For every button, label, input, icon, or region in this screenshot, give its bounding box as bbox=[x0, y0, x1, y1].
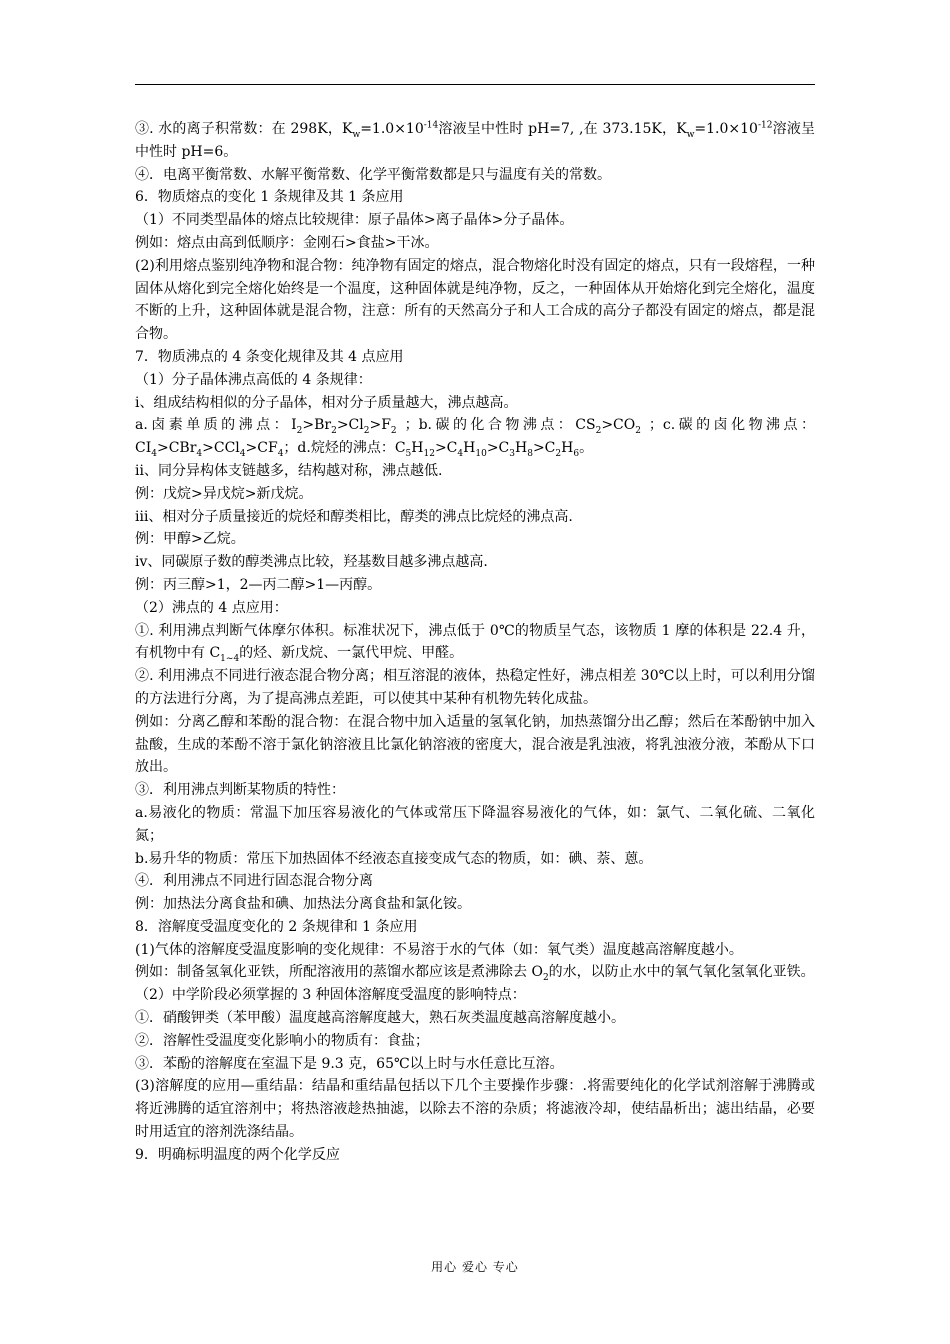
paragraph: 例：甲醇>乙烷。 bbox=[135, 531, 245, 548]
paragraph: 9．明确标明温度的两个化学反应 bbox=[135, 1146, 340, 1163]
paragraph: 8．溶解度受温度变化的 2 条规律和 1 条应用 bbox=[135, 918, 418, 935]
paragraph: (1)气体的溶解度受温度影响的变化规律：不易溶于水的气体（如：氧气类）温度越高溶解度越小。 bbox=[135, 941, 743, 958]
paragraph: ②．溶解性受温度变化影响小的物质有：食盐； bbox=[135, 1032, 429, 1049]
paragraph: (3)溶解度的应用—重结晶：结晶和重结晶包括以下几个主要操作步骤：.将需要纯化的化学试剂溶解于沸腾或将近沸腾的适宜溶剂中；将热溶液趁热抽滤，以除去不溶的杂质；将滤液冷却，使结晶析出；滤出结晶，必要时用适宜的溶剂洗涤结晶。 bbox=[135, 1078, 815, 1141]
paragraph: 例：戊烷>异戊烷>新戊烷。 bbox=[135, 485, 313, 502]
header-rule bbox=[135, 84, 815, 85]
paragraph: （2）沸点的 4 点应用： bbox=[135, 599, 288, 616]
paragraph: 7．物质沸点的 4 条变化规律及其 4 点应用 bbox=[135, 348, 404, 365]
paragraph: 例如：分离乙醇和苯酚的混合物：在混合物中加入适量的氢氧化钠，加热蒸馏分出乙醇；然后在苯酚钠中加入盐酸，生成的苯酚不溶于氯化钠溶液且比氯化钠溶液的密度大，混合液是乳浊液，将乳浊液分液，苯酚从下口放出。 bbox=[135, 713, 815, 776]
paragraph: 例如：制备氢氧化亚铁，所配溶液用的蒸馏水都应该是煮沸除去 $O_2$的水，以防止水中的氧气氧化氢氧化亚铁。 bbox=[135, 964, 815, 984]
paragraph: ③. 水的离子积常数：在 298K，$K_w=1.0\times 10^{-14}$溶液呈中性时 pH=7, ,在 373.15K，$K_w=1.0\times 10^{-12}$溶液呈中性时 pH=6。 bbox=[135, 120, 816, 160]
paragraph: ⅳ、同碳原子数的醇类沸点比较，羟基数目越多沸点越高. bbox=[135, 554, 488, 571]
paragraph: 例：丙三醇>1，2—丙二醇>1—丙醇。 bbox=[135, 576, 382, 593]
paragraph: ①. 利用沸点判断气体摩尔体积。标准状况下，沸点低于 0℃的物质呈气态，该物质 1 摩的体积是 22.4 升，有机物中有 $C_{1\sim 4}$的烃、新戊烷、一氯代甲烷、甲醛。 bbox=[135, 622, 815, 665]
paragraph: （2）中学阶段必须掌握的 3 种固体溶解度受温度的影响特点： bbox=[135, 987, 526, 1004]
paragraph: b.易升华的物质：常压下加热固体不经液态直接变成气态的物质，如：碘、萘、蒽。 bbox=[135, 850, 653, 867]
paragraph: ①．硝酸钾类（苯甲酸）温度越高溶解度越大，熟石灰类温度越高溶解度越小。 bbox=[135, 1010, 625, 1027]
page-footer: 用心 爱心 专心 bbox=[431, 1260, 519, 1274]
paragraph: ③．苯酚的溶解度在室温下是 9.3 克，65℃以上时与水任意比互溶。 bbox=[135, 1055, 564, 1072]
paragraph: ②. 利用沸点不同进行液态混合物分离；相互溶混的液体，热稳定性好，沸点相差 30℃以上时，可以利用分馏的方法进行分离，为了提高沸点差距，可以使其中某种有机物先转化成盐。 bbox=[135, 668, 815, 707]
paragraph: ③．利用沸点判断某物质的特性： bbox=[135, 782, 345, 799]
paragraph: a.易液化的物质：常温下加压容易液化的气体或常压下降温容易液化的气体，如：氯气、二氧化硫、二氧化氮； bbox=[135, 804, 815, 844]
paragraph: 例如：熔点由高到低顺序：金刚石>食盐>干冰。 bbox=[135, 234, 439, 251]
paragraph: （1）不同类型晶体的熔点比较规律：原子晶体>离子晶体>分子晶体。 bbox=[135, 212, 574, 229]
paragraph: a.卤素单质的沸点：$I_2>Br_2>Cl_2>F_2$ ；b.碳的化合物沸点：$CS_2>CO_2$ ；c.碳的卤化物沸点：$CI_4>CBr_4>CCl_4>CF_4$；d.烷烃的沸点：$C_5H_{12}>C_4H_{10}>C_3H_8>C_2H_6$。 bbox=[135, 417, 816, 459]
paragraph: 例：加热法分离食盐和碘、加热法分离食盐和氯化铵。 bbox=[135, 896, 471, 913]
paragraph: （1）分子晶体沸点高低的 4 条规律： bbox=[135, 371, 372, 388]
document-body bbox=[135, 118, 815, 1167]
paragraph: 6．物质熔点的变化 1 条规律及其 1 条应用 bbox=[135, 189, 404, 206]
paragraph: ⅱ、同分异构体支链越多，结构越对称，沸点越低. bbox=[135, 462, 443, 479]
paragraph: (2)利用熔点鉴别纯净物和混合物：纯净物有固定的熔点，混合物熔化时没有固定的熔点，只有一段熔程，一种固体从熔化到完全熔化始终是一个温度，这种固体就是纯净物，反之，一种固体从开始熔化到完全熔化，温度不断的上升，这种固体就是混合物，注意：所有的天然高分子和人工合成的高分子都没有固定的熔点，都是混合物。 bbox=[135, 257, 815, 343]
paragraph: ④．利用沸点不同进行固态混合物分离 bbox=[135, 873, 373, 890]
paragraph: ⅲ、相对分子质量接近的烷烃和醇类相比，醇类的沸点比烷烃的沸点高. bbox=[135, 508, 573, 525]
paragraph: ⅰ、组成结构相似的分子晶体，相对分子质量越大，沸点越高。 bbox=[135, 394, 518, 411]
paragraph: ④．电离平衡常数、水解平衡常数、化学平衡常数都是只与温度有关的常数。 bbox=[135, 166, 611, 183]
